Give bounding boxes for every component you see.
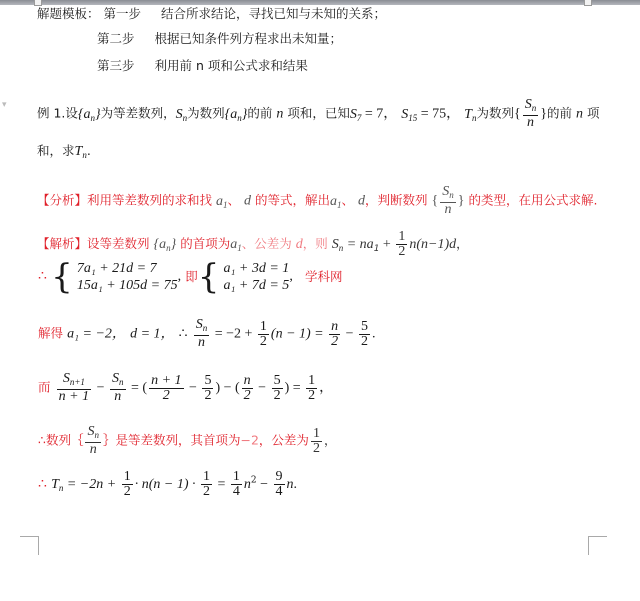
text: 、	[341, 192, 355, 208]
text: 的等式，解出	[255, 192, 331, 208]
page-corner-bottom-right	[588, 536, 607, 555]
difference-line: 而 $\frac{S_{n+1}}{n + 1}$ − $\frac{S_n}{n}$ = ( $\frac{n + 1}{2}$ − $\frac{5}{2}$ ) − ( $\frac{n}{2}$ − $\frac{5}{2}$ ) = $\frac{1}{2}$ ，	[38, 371, 334, 404]
left-brace: {	[197, 257, 220, 297]
math-n: n	[575, 106, 583, 122]
math-S7: $S_7$	[349, 106, 362, 123]
template-step-2	[97, 31, 342, 47]
fraction-Sn-over-n: $\frac{S_n}{n}$	[112, 371, 124, 404]
text: ｝是等差数列，其首项为	[102, 432, 241, 448]
fraction-five-half: $\frac{5}{2}$	[204, 372, 212, 403]
difference-tag: 而	[38, 379, 51, 395]
step-label: 第二步	[97, 31, 135, 46]
math-an: $\{a_n\}$	[153, 237, 177, 253]
text: 为数列	[187, 105, 225, 121]
template-label: 解题模板：	[37, 6, 100, 21]
math-a1: $a_1$	[216, 193, 228, 210]
math-a1: $a_1$	[230, 237, 242, 253]
therefore-symbol: ∴	[178, 326, 188, 342]
math-Sn: $S_n$	[331, 237, 344, 253]
step-label: 第三步	[97, 58, 135, 73]
result-line: 解得 a₁ = −2， d = 1， ∴ $\frac{S_n}{n}$ = −2 + $\frac{1}{2}$ (n − 1) = $\frac{n}{2}$ − $\frac{5}{2}$ .	[38, 317, 376, 350]
equation-system-line: ∴ { 7a₁ + 21d = 7 15a₁ + 105d = 75 , 即{ a₁ + 3d = 1 a₁ + 7d = 5 , 学科网	[38, 257, 343, 297]
math-d: d	[358, 193, 366, 209]
math-Tn: $T_n$	[74, 144, 87, 160]
text: 设等差数列	[87, 236, 150, 251]
left-brace: {	[51, 257, 73, 297]
text: 的前	[247, 105, 273, 121]
math-first-term: −2	[240, 432, 259, 448]
text: 的前	[546, 105, 572, 121]
solution-line: 【解析】设等差数列 $\{a_n\}$ 的首项为$a_1$、公差为 d，则 $S_n = na_1$ + $\frac{1}{2}$ n(n−1)d，	[37, 229, 469, 259]
fraction-Sn-over-n: $\frac{S_n}{n}$	[87, 424, 99, 457]
fraction-Sn-over-n: $\frac{S_n}{n}$	[195, 317, 208, 350]
fraction-n-half: $\frac{n}{2}$	[243, 372, 251, 403]
math-a1: $a_1$	[330, 193, 342, 210]
step-label: 第一步	[103, 6, 142, 21]
conclusion-line: ∴数列｛ $\frac{S_n}{n}$ ｝是等差数列，其首项为−2，公差为 $\frac{1}{2}$ ，	[38, 424, 337, 457]
math-n: n	[276, 106, 284, 122]
text: 即	[185, 269, 198, 284]
template-step-3	[97, 58, 308, 74]
template-step-1	[37, 6, 386, 22]
text: ，公差为	[258, 432, 309, 448]
math-expr: = −2n +	[63, 477, 120, 492]
text: 数列｛	[45, 432, 84, 448]
math-expr: = na	[343, 237, 374, 252]
fraction-Sn1-over-n1: $\frac{S_{n+1}}{n + 1}$	[58, 371, 90, 404]
math-Sn: $S_n$	[175, 106, 188, 123]
math-eq: = 75，	[417, 106, 461, 122]
fraction-half: $\frac{1}{2}$	[259, 318, 267, 349]
math-op: +	[379, 237, 395, 252]
math-expr: (n − 1) =	[270, 326, 328, 342]
text: 的类型，在用公式求解.	[468, 192, 598, 208]
fraction-five-half: $\frac{5}{2}$	[361, 318, 369, 349]
fraction-half: $\frac{1}{2}$	[202, 469, 210, 499]
math-Tn: $T_n$	[464, 106, 477, 123]
fraction-half: $\frac{1}{2}$	[308, 372, 316, 403]
text: ，	[456, 236, 469, 251]
page-corner-bottom-left	[20, 536, 39, 555]
example-line-2	[37, 143, 91, 163]
text: ，则	[302, 236, 328, 251]
math-expr: · n(n − 1) ·	[134, 477, 199, 492]
text: 和，求	[37, 143, 75, 158]
text: 为数列	[476, 105, 514, 121]
text: 、	[227, 192, 241, 208]
text: 为等差数列，	[100, 105, 176, 121]
math-eq: = 7，	[361, 106, 398, 122]
therefore-symbol: ∴	[38, 477, 47, 492]
text: .	[86, 143, 91, 158]
text: 项和，已知	[287, 105, 350, 121]
math-d: d	[295, 237, 303, 252]
final-line: ∴ $T_n = -2n$ + $\frac{1}{2}$ · n(n − 1) · $\frac{1}{2}$ = $\frac{1}{4}$ $n^2$ − $\frac{9}{4}$ n.	[38, 469, 298, 499]
step-text: 结合所求结论，寻找已知与未知的关系；	[160, 6, 386, 21]
math-expr: = −2 +	[211, 326, 256, 342]
fraction-half: $\frac{1}{2}$	[123, 469, 131, 499]
fraction-nine-quarter: $\frac{9}{4}$	[275, 469, 283, 499]
equation-group-1: 7a₁ + 21d = 7 15a₁ + 105d = 75	[76, 261, 178, 293]
fraction-quarter: $\frac{1}{4}$	[232, 469, 240, 499]
paragraph-mark: ▾	[2, 100, 7, 110]
analysis-tag: 【分析】	[37, 192, 88, 208]
example-prefix: 例 1.	[37, 105, 66, 121]
analysis-line: 【分析】利用等差数列的求和找 $a_1$、 d 的等式，解出$a_1$、 d，判断数列 { $\frac{S_n}{n}$ } 的类型，在用公式求解.	[37, 184, 598, 217]
text: 的首项为	[180, 236, 231, 251]
text: 、公差为	[241, 236, 292, 251]
text: 利用等差数列的求和找	[87, 192, 213, 208]
therefore-symbol: ∴	[38, 432, 46, 448]
fraction-n-half: $\frac{n}{2}$	[331, 318, 339, 349]
text: ，判断数列	[365, 192, 428, 208]
fraction-half: $\frac{1}{2}$	[312, 425, 320, 456]
step-text: 根据已知条件列方程求出未知量；	[154, 31, 342, 46]
text: 设	[65, 105, 78, 121]
fraction-Sn-over-n: $\frac{S_n}{n}$	[524, 97, 537, 130]
math-an: $\{a_n\}$	[77, 106, 101, 123]
therefore-symbol: ∴	[38, 269, 47, 284]
step-text: 利用前 n 项和公式求和结果	[154, 58, 308, 73]
math-S15: $S_{15}$	[401, 106, 418, 123]
example-line-1: 例 1.设$\{a_n\}$为等差数列，$S_n$为数列$\{a_n\}$的前 n 项和，已知$S_7 = 7$， $S_{15} = 75$， $T_n$为数列{ $\frac{S_n}{n}$ }的前 n 项	[37, 97, 600, 130]
watermark-text: 学科网	[304, 269, 343, 284]
fraction-five-half: $\frac{5}{2}$	[273, 372, 281, 403]
math-a1-value: a₁ = −2，	[67, 326, 126, 342]
math-d-value: d = 1，	[130, 326, 175, 342]
math-expr: n(n−1)d	[409, 237, 457, 252]
fraction-half: $\frac{1}{2}$	[398, 229, 406, 259]
text: 项	[586, 105, 600, 121]
math-an: $\{a_n\}$	[224, 106, 248, 123]
solution-tag: 【解析】	[37, 236, 88, 251]
fraction-Sn-over-n: $\frac{S_n}{n}$	[442, 184, 454, 217]
result-tag: 解得	[38, 325, 64, 341]
math-Tn: $T_n$	[51, 477, 64, 493]
math-d: d	[244, 193, 252, 209]
equation-group-2: a₁ + 3d = 1 a₁ + 7d = 5	[223, 261, 290, 293]
fraction-n1-half: $\frac{n + 1}{2}$	[151, 372, 182, 403]
